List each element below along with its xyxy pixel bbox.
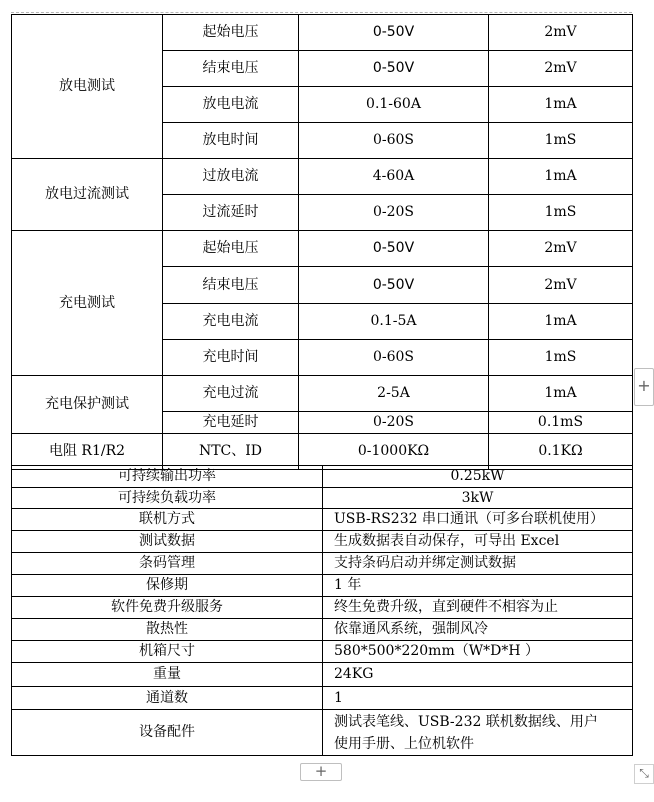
param-cell: 充电延时 xyxy=(163,412,299,434)
range-cell: 0-50V xyxy=(299,231,489,267)
spec-value: 24KG xyxy=(323,663,633,687)
param-cell: 放电电流 xyxy=(163,87,299,123)
accessories-line: 测试表笔线、USB-232 联机数据线、用户 xyxy=(334,713,598,730)
spec-value: USB-RS232 串口通讯（可多台联机使用） xyxy=(323,509,633,531)
param-cell: 充电时间 xyxy=(163,340,299,376)
resolution-cell: 0.1mS xyxy=(489,412,633,434)
spec-label: 散热性 xyxy=(12,619,323,641)
param-cell: 结束电压 xyxy=(163,267,299,304)
resolution-cell: 1mA xyxy=(489,304,633,340)
spec-table xyxy=(11,14,633,470)
accessories-value xyxy=(323,710,633,756)
spec-value: 依靠通风系统，强制风冷 xyxy=(323,619,633,641)
table-top-border xyxy=(11,12,632,13)
range-cell: 4-60A xyxy=(299,159,489,195)
param-cell: 结束电压 xyxy=(163,51,299,87)
resolution-cell: 2mV xyxy=(489,51,633,87)
group-label: 充电测试 xyxy=(12,231,163,376)
param-cell: 起始电压 xyxy=(163,231,299,267)
spec-label: 机箱尺寸 xyxy=(12,641,323,663)
accessories-line: 使用手册、上位机软件 xyxy=(334,735,474,752)
resolution-cell: 1mA xyxy=(489,87,633,123)
add-row-button[interactable]: + xyxy=(300,763,342,781)
spec-value: 生成数据表自动保存，可导出 Excel xyxy=(323,531,633,553)
param-cell: 放电时间 xyxy=(163,123,299,159)
range-cell: 0.1-60A xyxy=(299,87,489,123)
param-cell: 充电电流 xyxy=(163,304,299,340)
param-cell: 充电过流 xyxy=(163,376,299,412)
spec-label: 重量 xyxy=(12,663,323,687)
range-cell: 0.1-5A xyxy=(299,304,489,340)
range-cell: 0-60S xyxy=(299,340,489,376)
spec-label: 条码管理 xyxy=(12,553,323,575)
spec-value: 1 xyxy=(323,687,633,710)
resolution-cell: 2mV xyxy=(489,267,633,304)
spec-label: 通道数 xyxy=(12,687,323,710)
spec-value: 3kW xyxy=(323,488,633,509)
spec-value: 终生免费升级，直到硬件不相容为止 xyxy=(323,597,633,619)
range-cell: 0-20S xyxy=(299,412,489,434)
range-cell: 0-20S xyxy=(299,195,489,231)
add-column-button[interactable]: + xyxy=(634,368,654,406)
table-resize-icon[interactable]: ⤡ xyxy=(634,764,654,784)
group-label: 充电保护测试 xyxy=(12,376,163,434)
spec-value: 1 年 xyxy=(323,575,633,597)
param-cell: 起始电压 xyxy=(163,15,299,51)
spec-label: 联机方式 xyxy=(12,509,323,531)
resolution-cell: 2mV xyxy=(489,231,633,267)
group-label: 电阻 R1/R2 xyxy=(12,434,163,470)
general-spec-table xyxy=(11,465,633,756)
spec-label: 可持续负载功率 xyxy=(12,488,323,509)
resolution-cell: 1mS xyxy=(489,195,633,231)
resolution-cell: 1mS xyxy=(489,340,633,376)
range-cell: 2-5A xyxy=(299,376,489,412)
spec-value: 0.25kW xyxy=(323,466,633,488)
range-cell: 0-1000KΩ xyxy=(299,434,489,470)
param-cell: 过流延时 xyxy=(163,195,299,231)
group-label: 放电测试 xyxy=(12,15,163,159)
spec-label: 软件免费升级服务 xyxy=(12,597,323,619)
param-cell: NTC、ID xyxy=(163,434,299,470)
resolution-cell: 0.1KΩ xyxy=(489,434,633,470)
range-cell: 0-60S xyxy=(299,123,489,159)
spec-label: 可持续输出功率 xyxy=(12,466,323,488)
resolution-cell: 1mA xyxy=(489,159,633,195)
resolution-cell: 1mS xyxy=(489,123,633,159)
spec-value: 支持条码启动并绑定测试数据 xyxy=(323,553,633,575)
range-cell: 0-50V xyxy=(299,267,489,304)
resolution-cell: 2mV xyxy=(489,15,633,51)
range-cell: 0-50V xyxy=(299,51,489,87)
param-cell: 过放电流 xyxy=(163,159,299,195)
range-cell: 0-50V xyxy=(299,15,489,51)
resolution-cell: 1mA xyxy=(489,376,633,412)
group-label: 放电过流测试 xyxy=(12,159,163,231)
spec-label: 设备配件 xyxy=(12,710,323,756)
spec-value: 580*500*220mm（W*D*H ） xyxy=(323,641,633,663)
spec-label: 保修期 xyxy=(12,575,323,597)
spec-label: 测试数据 xyxy=(12,531,323,553)
